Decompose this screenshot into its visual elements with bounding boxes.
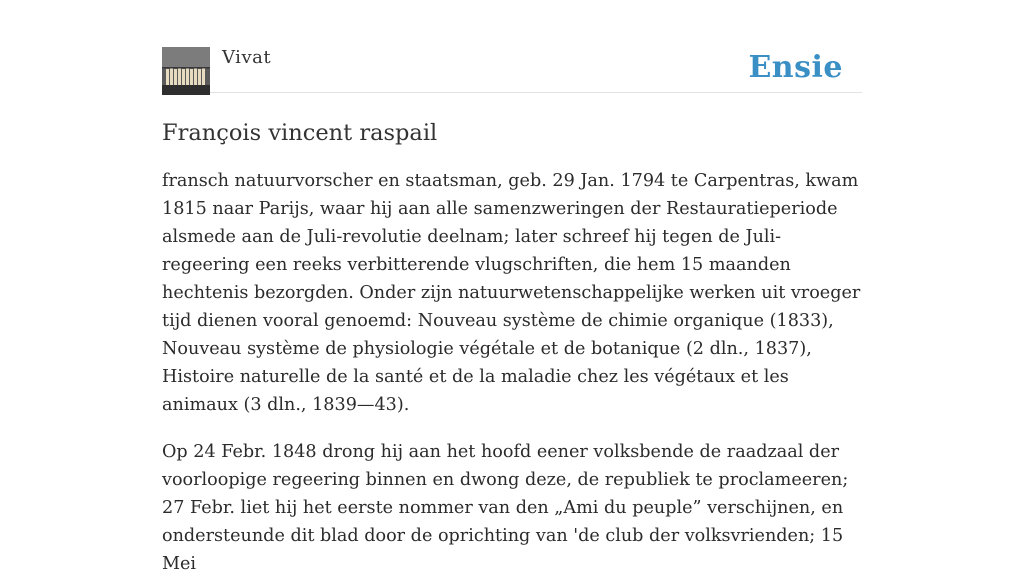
header [162,0,862,93]
page [162,0,862,574]
books-avatar-graphic [162,47,210,95]
article-title: François vincent raspail [162,120,438,146]
author-name[interactable]: Vivat [222,47,272,68]
books-avatar-icon[interactable] [162,47,210,95]
ensie-logo[interactable]: Ensie [748,50,843,85]
article-paragraph: fransch natuurvorscher en staatsman, geb. 29 Jan. 1794 te Carpentras, kwam 1815 naar Parijs, waar hij aan alle samenzweringen der Restauratieperiode alsmede aan de Juli-revolutie deelnam; later schreef hij tegen de Juli-regeering een reeks verbitterende vlugschriften, die hem 15 maanden hechtenis bezorgden. Onder zijn natuurwetenschappelijke werken uit vroeger tijd dienen vooral genoemd: Nouveau système de chimie organique (1833), Nouveau système de physiologie végétale et de botanique (2 dln., 1837), Histoire naturelle de la santé et de la maladie chez les végétaux et les animaux (3 dln., 1839—43). [162,171,861,415]
article-paragraph: Op 24 Febr. 1848 drong hij aan het hoofd eener volksbende de raadzaal der voorloopige regeering binnen en dwong deze, de republiek te proclameeren; 27 Febr. liet hij het eerste nommer van den „Ami du peuple” verschijnen, en ondersteunde dit blad door de oprichting van 'de club der volksvrienden; 15 Mei [162,442,849,574]
article-body [162,167,862,578]
